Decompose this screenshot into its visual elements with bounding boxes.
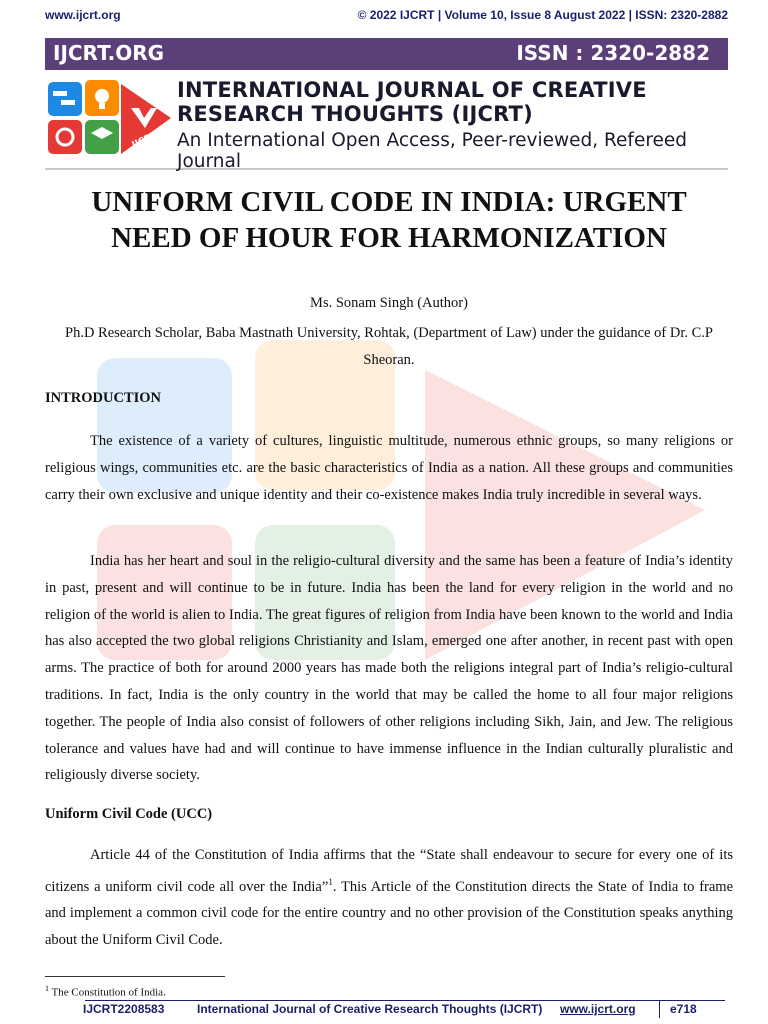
footnote-text: The Constitution of India. (49, 986, 166, 999)
footer-rule (85, 1000, 725, 1001)
paper-id: IJCRT2208583 (83, 1002, 165, 1016)
journal-subtitle: An International Open Access, Peer-reviewed, Refereed Journal (177, 130, 688, 172)
paper-title (45, 184, 733, 256)
page-number: e718 (670, 1002, 697, 1016)
footnote-ref[interactable]: 1 (328, 876, 333, 887)
footnote (45, 984, 166, 999)
page-footer (45, 1000, 733, 1018)
journal-title-line2: RESEARCH THOUGHTS (IJCRT) (177, 102, 533, 126)
banner-issn: ISSN : 2320-2882 (516, 41, 710, 65)
logo-text: IJCRT (130, 130, 159, 151)
intro-paragraph-1: The existence of a variety of cultures, linguistic multitude, numerous ethnic groups, so many religions or religious wings, communities etc. are the basic characteristics of India as a nation. All these groups and communities carry their own exclusive and unique identity and their co-existence makes India truly incredible in several ways. (45, 433, 733, 503)
section-heading-introduction: INTRODUCTION (45, 390, 162, 406)
author-affiliation: Ph.D Research Scholar, Baba Mastnath University, Rohtak, (Department of Law) under the guidance of Dr. C.P Sheoran. (65, 325, 713, 368)
paper-title-line2: NEED OF HOUR FOR HARMONIZATION (111, 222, 667, 254)
banner-site: IJCRT.ORG (53, 41, 165, 65)
footnote-divider (45, 976, 225, 977)
ucc-paragraph-text-b: . This Article of the Constitution directs the State of India to frame and implement a common civil code for the entire country and no other provision of the Constitution speaks anything about the Uniform Civil Code. (45, 878, 734, 949)
journal-title (177, 78, 737, 126)
intro-paragraph-2: India has her heart and soul in the religio-cultural diversity and the same has been a feature of India’s identity in past, present and will continue to be in future. India has been the land for every religion in the world and no religion of the world is alien to India. The great figures of religion from India have been known to the world and India has also accepted the two global religions Christianity and Islam, emerged one after another, in recent past with open arms. The practice of both for around 2000 years has made both the religions integral part of India’s religio-cultural traditions. In fact, India is the only country in the world that may be called the home to all four major religions together. The people of India also consist of followers of other religions including Sikh, Jain, and Jew. The religious tolerance and values have had and will continue to have immense influence in the Indian culturally pluralistic and religiously diverse society. (45, 553, 733, 784)
author-name: Ms. Sonam Singh (Author) (310, 295, 468, 311)
ucc-paragraph-text-a: Article 44 of the Constitution of India affirms that the “State shall endeavour to secure for every one of its citizens a uniform civil code all over the India” (45, 847, 733, 895)
citation-info: © 2022 IJCRT | Volume 10, Issue 8 August 2022 | ISSN: 2320-2882 (357, 8, 728, 22)
footer-url-link[interactable]: www.ijcrt.org (560, 1002, 636, 1016)
site-url[interactable]: www.ijcrt.org (45, 8, 121, 22)
ijcrt-logo (45, 78, 173, 160)
journal-banner (45, 38, 728, 70)
footer-journal-name: International Journal of Creative Research Thoughts (IJCRT) (197, 1002, 543, 1016)
ucc-paragraph-1 (45, 842, 733, 954)
running-header (45, 8, 728, 24)
section-heading-ucc: Uniform Civil Code (UCC) (45, 806, 213, 822)
journal-title-line1: INTERNATIONAL JOURNAL OF CREATIVE (177, 78, 647, 102)
paper-title-line1: UNIFORM CIVIL CODE IN INDIA: URGENT (91, 186, 687, 218)
footnote-mark: 1 (45, 984, 49, 993)
footer-separator (659, 1001, 660, 1018)
